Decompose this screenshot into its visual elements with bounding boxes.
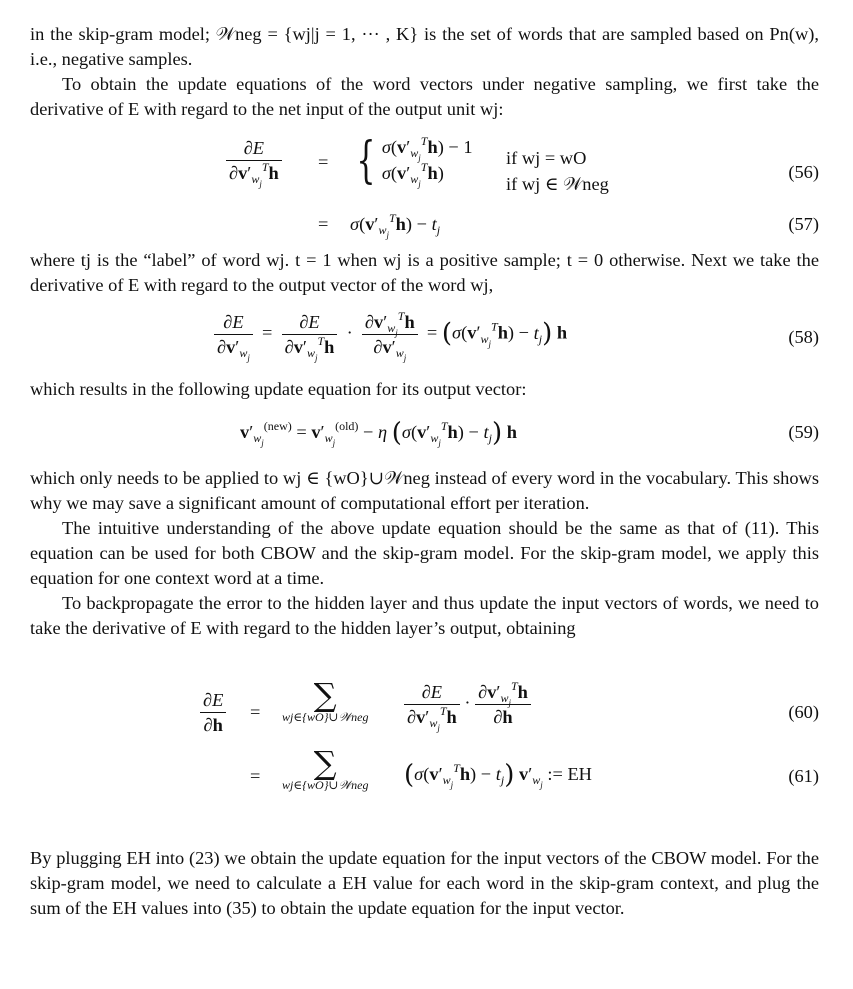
paragraph-1: in the skip-gram model; 𝒲neg = {wj|j = 1, ··· , K} is the set of words that are sampled based on Pn(w), i.e., negative samples.: [30, 24, 819, 69]
paragraph-4: which results in the following update equation for its output vector:: [30, 379, 527, 399]
paragraph-2: To obtain the update equations of the word vectors under negative sampling, we first take the derivative of E with regard to the net input of the output unit wj:: [30, 74, 819, 119]
equation-56-57: $\frac{\partial E}{\partial v'_{w_j}^Th}$ = { $\sigma(v'_{w_j}^Th) - 1$ $\sigma(v'_{w_j}^Th)$ if wj = wO if wj ∈ 𝒲neg (56) = $\sigma(v'_{w_j}^Th) - t_j$ (57): [30, 122, 819, 240]
equation-number-58: (58): [788, 327, 819, 347]
equation-number-61: (61): [788, 766, 819, 786]
case-2-condition: if wj ∈ 𝒲neg: [506, 174, 609, 194]
equation-60-61: $\frac{\partial E}{\partial h}$ = ∑ wj∈{wO}∪𝒲neg $\frac{\partial E}{\partial v'_{w_j}^Th}$ · $\frac{\partial v'_{w_j}^Th}{\partial h}$ (60) = ∑ wj∈{wO}∪𝒲neg $(\sigma(v'_{w_j}^Th) - t_j)$ $v'_{w_j}$ := EH (61): [30, 666, 819, 836]
equation-number-57: (57): [788, 214, 819, 234]
equation-number-56: (56): [788, 162, 819, 182]
fraction-dE-dnet: $\frac{\partial E}{\partial v'_{w_j}^Th}$: [226, 136, 282, 185]
equation-59: $v'_{w_j}^{(new)} = v'_{w_j}^{(old)} - \eta$ $(\sigma(v'_{w_j}^Th) - t_j)$ h (59): [240, 418, 819, 448]
equation-number-59: (59): [788, 422, 819, 442]
paragraph-7: To backpropagate the error to the hidden layer and thus update the input vectors of words, we need to take the derivative of E with regard to the hidden layer’s output, obtaining: [30, 593, 819, 638]
sum-limit-61: wj∈{wO}∪𝒲neg: [282, 778, 369, 792]
paragraph-8: By plugging EH into (23) we obtain the update equation for the input vectors of the CBOW model. For the skip-gram model, we need to calculate a EH value for each word in the skip-gram context, and plug the sum of the EH values into (35) to obtain the update equation for the input vector.: [30, 848, 819, 918]
case-1-condition: if wj = wO: [506, 148, 587, 168]
eh-label: EH: [567, 764, 592, 784]
equation-number-60: (60): [788, 702, 819, 722]
paragraph-3: where tj is the “label” of word wj. t = 1 when wj is a positive sample; t = 0 otherwise. Next we take the derivative of E with regard to the output vector of the word wj,: [30, 250, 819, 295]
sum-limit-60: wj∈{wO}∪𝒲neg: [282, 710, 369, 724]
equation-58: $\frac{\partial E}{\partial v'_{w_j}}$ = $\frac{\partial E}{\partial v'_{w_j}^Th}$ · $\frac{\partial v'_{w_j}^Th}{\partial v'_{w_j}}$ = $(\sigma(v'_{w_j}^Th) - t_j)$ h (58): [30, 298, 819, 373]
paragraph-5: which only needs to be applied to wj ∈ {wO}∪𝒲neg instead of every word in the vocabulary. This shows why we may save a significant amount of computational effort per iteration.: [30, 468, 819, 513]
paper-page: [30, 22, 819, 921]
paragraph-6: The intuitive understanding of the above update equation should be the same as that of (11). This equation can be used for both CBOW and the skip-gram model. For the skip-gram model, we apply this equation for one context word at a time.: [30, 518, 819, 588]
